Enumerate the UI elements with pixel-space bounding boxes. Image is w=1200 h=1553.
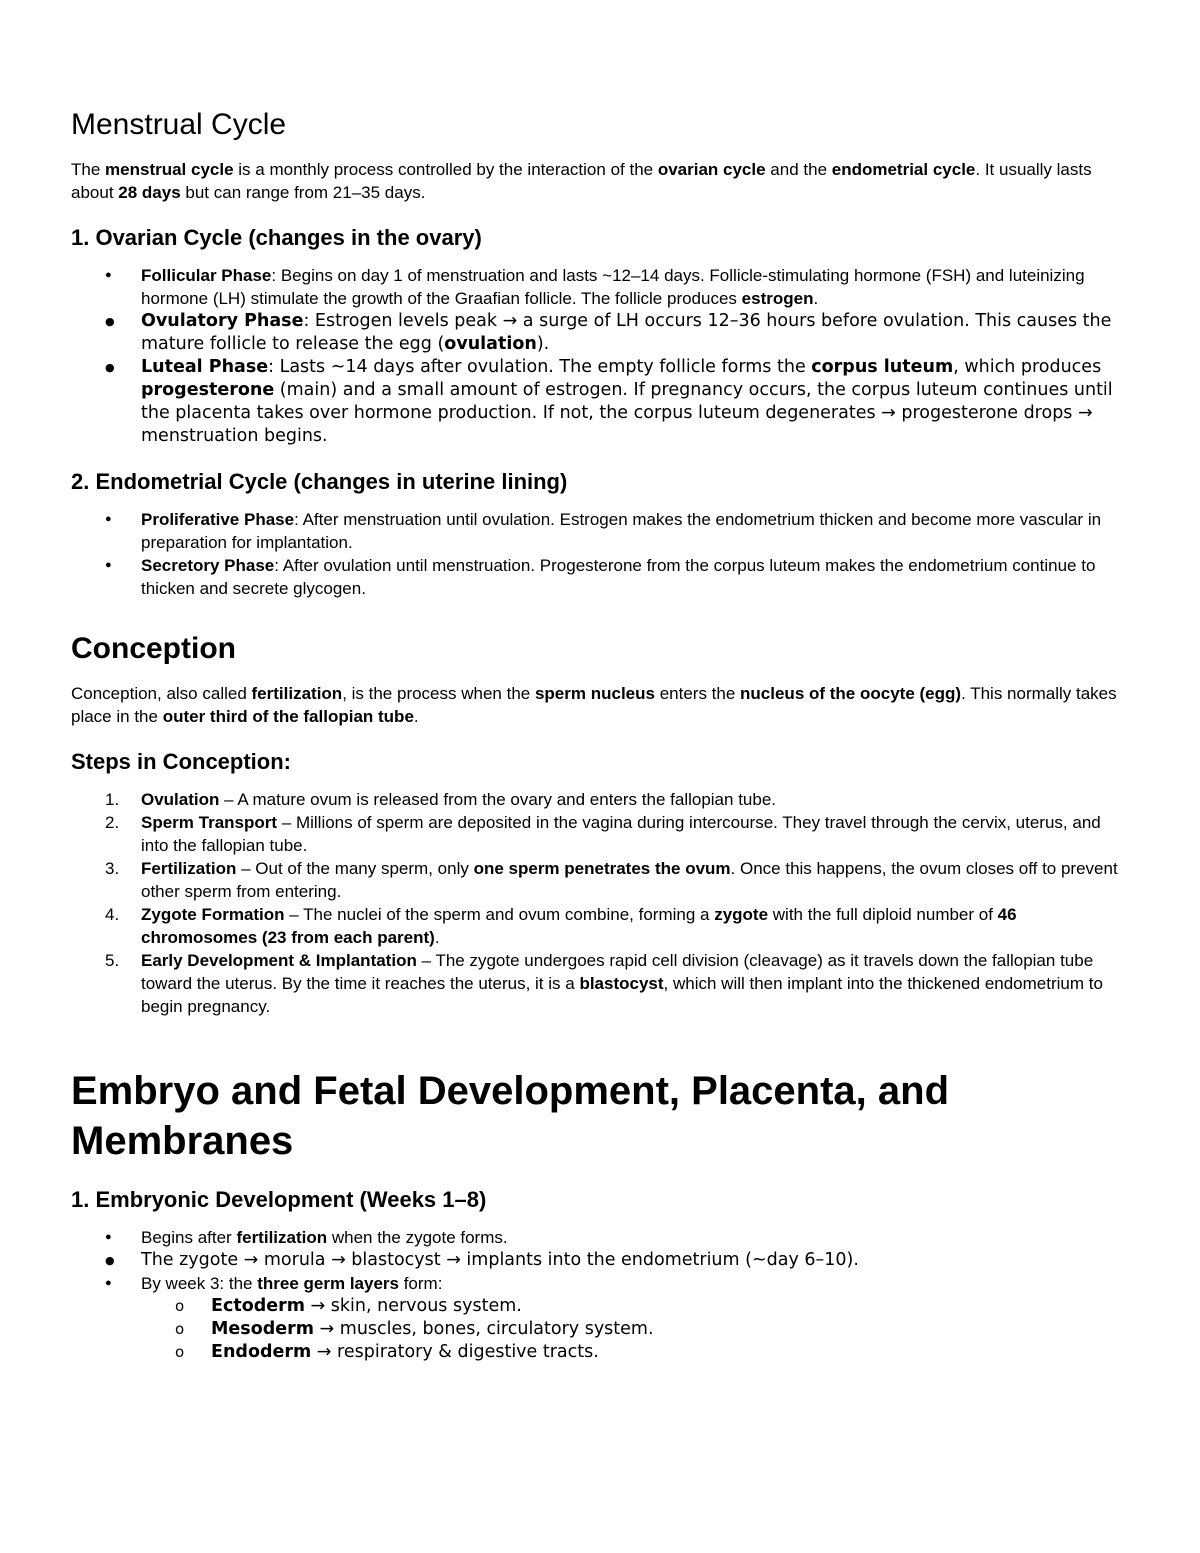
bold-term: Zygote Formation bbox=[141, 905, 285, 924]
text-run: Begins after bbox=[141, 1228, 237, 1247]
list-item bbox=[211, 1341, 1131, 1364]
conception-steps-list bbox=[71, 788, 1131, 1018]
bold-term: Early Development & Implantation bbox=[141, 951, 417, 970]
bold-term: Secretory Phase bbox=[141, 556, 275, 575]
bold-term: Mesoderm bbox=[211, 1319, 314, 1339]
text-run: (main) and a small amount of estrogen. If pregnancy occurs, the corpus luteum continues until the placenta takes over hormone production. If not, the corpus luteum degenerates → progesterone drops → menstruation begins. bbox=[141, 380, 1113, 446]
bold-term: sperm nucleus bbox=[534, 684, 655, 703]
ovarian-cycle-heading: 1. Ovarian Cycle (changes in the ovary) bbox=[71, 225, 482, 250]
text-run: . bbox=[413, 707, 419, 726]
list-item bbox=[141, 1226, 1131, 1249]
list-item bbox=[141, 1249, 1131, 1272]
bold-term: corpus luteum bbox=[811, 357, 954, 377]
endometrial-phase-list bbox=[71, 508, 1131, 600]
bold-term: outer third of the fallopian tube bbox=[162, 707, 414, 726]
text-run: : Lasts ~14 days after ovulation. The empty follicle forms the bbox=[268, 357, 812, 377]
text-run: and the bbox=[765, 160, 832, 179]
text-run: . bbox=[813, 289, 819, 308]
text-run: The zygote → morula → blastocyst → implants into the endometrium (~day 6–10). bbox=[141, 1250, 859, 1270]
ovarian-phase-list bbox=[71, 264, 1131, 448]
list-item bbox=[105, 811, 1131, 857]
bold-term: Proliferative Phase bbox=[141, 510, 295, 529]
list-item bbox=[141, 1272, 1131, 1364]
bold-term: zygote bbox=[714, 905, 769, 924]
list-item bbox=[141, 508, 1131, 554]
text-run: – The nuclei of the sperm and ovum combine, forming a bbox=[284, 905, 715, 924]
text-run: . It usually lasts about bbox=[71, 160, 1092, 202]
text-run: – The zygote undergoes rapid cell division (cleavage) as it travels down the fallopian tube toward the uterus. By the time it reaches the uterus, it is a bbox=[141, 951, 1094, 993]
menstrual-cycle-title: Menstrual Cycle bbox=[71, 108, 287, 141]
list-item bbox=[141, 554, 1131, 600]
list-item bbox=[141, 356, 1131, 448]
embryonic-development-heading: 1. Embryonic Development (Weeks 1–8) bbox=[71, 1187, 487, 1212]
bold-term: one sperm penetrates the ovum bbox=[473, 859, 731, 878]
step-number: 1. bbox=[105, 790, 120, 809]
bold-term: 46 chromosomes (23 from each parent) bbox=[141, 905, 1017, 947]
text-run: : After ovulation until menstruation. Progesterone from the corpus luteum makes the endometrium continue to thicken and secrete glycogen. bbox=[141, 556, 1096, 598]
bold-term: Follicular Phase bbox=[141, 266, 272, 285]
text-run: . bbox=[434, 928, 440, 947]
text-run: – Out of the many sperm, only bbox=[236, 859, 474, 878]
text-run: Conception, also called bbox=[71, 684, 252, 703]
bold-term: Fertilization bbox=[141, 859, 237, 878]
endometrial-cycle-heading: 2. Endometrial Cycle (changes in uterine lining) bbox=[71, 469, 568, 494]
text-run: – A mature ovum is released from the ovary and enters the fallopian tube. bbox=[219, 790, 776, 809]
embryo-development-title: Embryo and Fetal Development, Placenta, and Membranes bbox=[71, 1069, 950, 1163]
text-run: – Millions of sperm are deposited in the vagina during intercourse. They travel through the cervix, uterus, and into the fallopian tube. bbox=[141, 813, 1101, 855]
text-run: : After menstruation until ovulation. Estrogen makes the endometrium thicken and become more vascular in preparation for implantation. bbox=[141, 510, 1102, 552]
text-run: when the zygote forms. bbox=[327, 1228, 508, 1247]
germ-layer-list bbox=[141, 1295, 1131, 1364]
step-number: 2. bbox=[105, 813, 120, 832]
list-item bbox=[105, 949, 1131, 1018]
step-number: 5. bbox=[105, 951, 120, 970]
bold-term: blastocyst bbox=[579, 974, 664, 993]
bold-term: Sperm Transport bbox=[141, 813, 278, 832]
bold-term: fertilization bbox=[236, 1228, 328, 1247]
bold-term: nucleus of the oocyte (egg) bbox=[740, 684, 962, 703]
bold-term: Luteal Phase bbox=[141, 357, 269, 377]
text-run: → muscles, bones, circulatory system. bbox=[313, 1319, 654, 1339]
conception-intro-paragraph bbox=[71, 682, 1131, 728]
text-run: By week 3: the bbox=[141, 1274, 258, 1293]
bold-term: Ovulation bbox=[141, 790, 220, 809]
steps-in-conception-heading: Steps in Conception: bbox=[71, 749, 291, 774]
text-run: : Begins on day 1 of menstruation and lasts ~12–14 days. Follicle-stimulating hormone (FSH) and luteinizing hormone (LH) stimulate the growth of the Graafian follicle. The follicle produces bbox=[141, 266, 1085, 308]
list-item bbox=[141, 264, 1131, 310]
text-run: form: bbox=[398, 1274, 443, 1293]
text-run: The bbox=[71, 160, 106, 179]
step-number: 4. bbox=[105, 905, 120, 924]
document-page bbox=[71, 100, 1131, 1364]
text-run: , which will then implant into the thickened endometrium to begin pregnancy. bbox=[141, 974, 1103, 1016]
bold-term: three germ layers bbox=[257, 1274, 399, 1293]
text-run: → respiratory & digestive tracts. bbox=[311, 1342, 599, 1362]
text-run: : Estrogen levels peak → a surge of LH occurs 12–36 hours before ovulation. This causes the mature follicle to release the egg ( bbox=[141, 311, 1112, 354]
text-run: with the full diploid number of bbox=[768, 905, 998, 924]
bold-term: 28 days bbox=[118, 183, 181, 202]
text-run: ). bbox=[536, 334, 550, 354]
bold-term: fertilization bbox=[251, 684, 343, 703]
list-item bbox=[211, 1318, 1131, 1341]
text-run: . Once this happens, the ovum closes off to prevent other sperm from entering. bbox=[141, 859, 1118, 901]
list-item bbox=[105, 903, 1131, 949]
step-number: 3. bbox=[105, 859, 120, 878]
bold-term: endometrial cycle bbox=[831, 160, 976, 179]
text-run: , is the process when the bbox=[342, 684, 535, 703]
bold-term: estrogen bbox=[741, 289, 814, 308]
text-run: enters the bbox=[654, 684, 741, 703]
text-run: but can range from 21–35 days. bbox=[180, 183, 426, 202]
bold-term: Ectoderm bbox=[211, 1296, 305, 1316]
text-run: is a monthly process controlled by the interaction of the bbox=[233, 160, 658, 179]
text-run: . This normally takes place in the bbox=[71, 684, 1117, 726]
menstrual-intro-paragraph bbox=[71, 158, 1131, 204]
conception-title: Conception bbox=[71, 632, 236, 665]
list-item bbox=[211, 1295, 1131, 1318]
list-item bbox=[105, 788, 1131, 811]
list-item bbox=[105, 857, 1131, 903]
bold-term: ovulation bbox=[444, 334, 537, 354]
bold-term: Endoderm bbox=[211, 1342, 312, 1362]
list-item bbox=[141, 310, 1131, 356]
bold-term: ovarian cycle bbox=[657, 160, 766, 179]
text-run: , which produces bbox=[953, 357, 1102, 377]
bold-term: progesterone bbox=[141, 380, 275, 400]
embryonic-development-list bbox=[71, 1226, 1131, 1364]
bold-term: menstrual cycle bbox=[105, 160, 234, 179]
bold-term: Ovulatory Phase bbox=[141, 311, 304, 331]
text-run: → skin, nervous system. bbox=[304, 1296, 522, 1316]
